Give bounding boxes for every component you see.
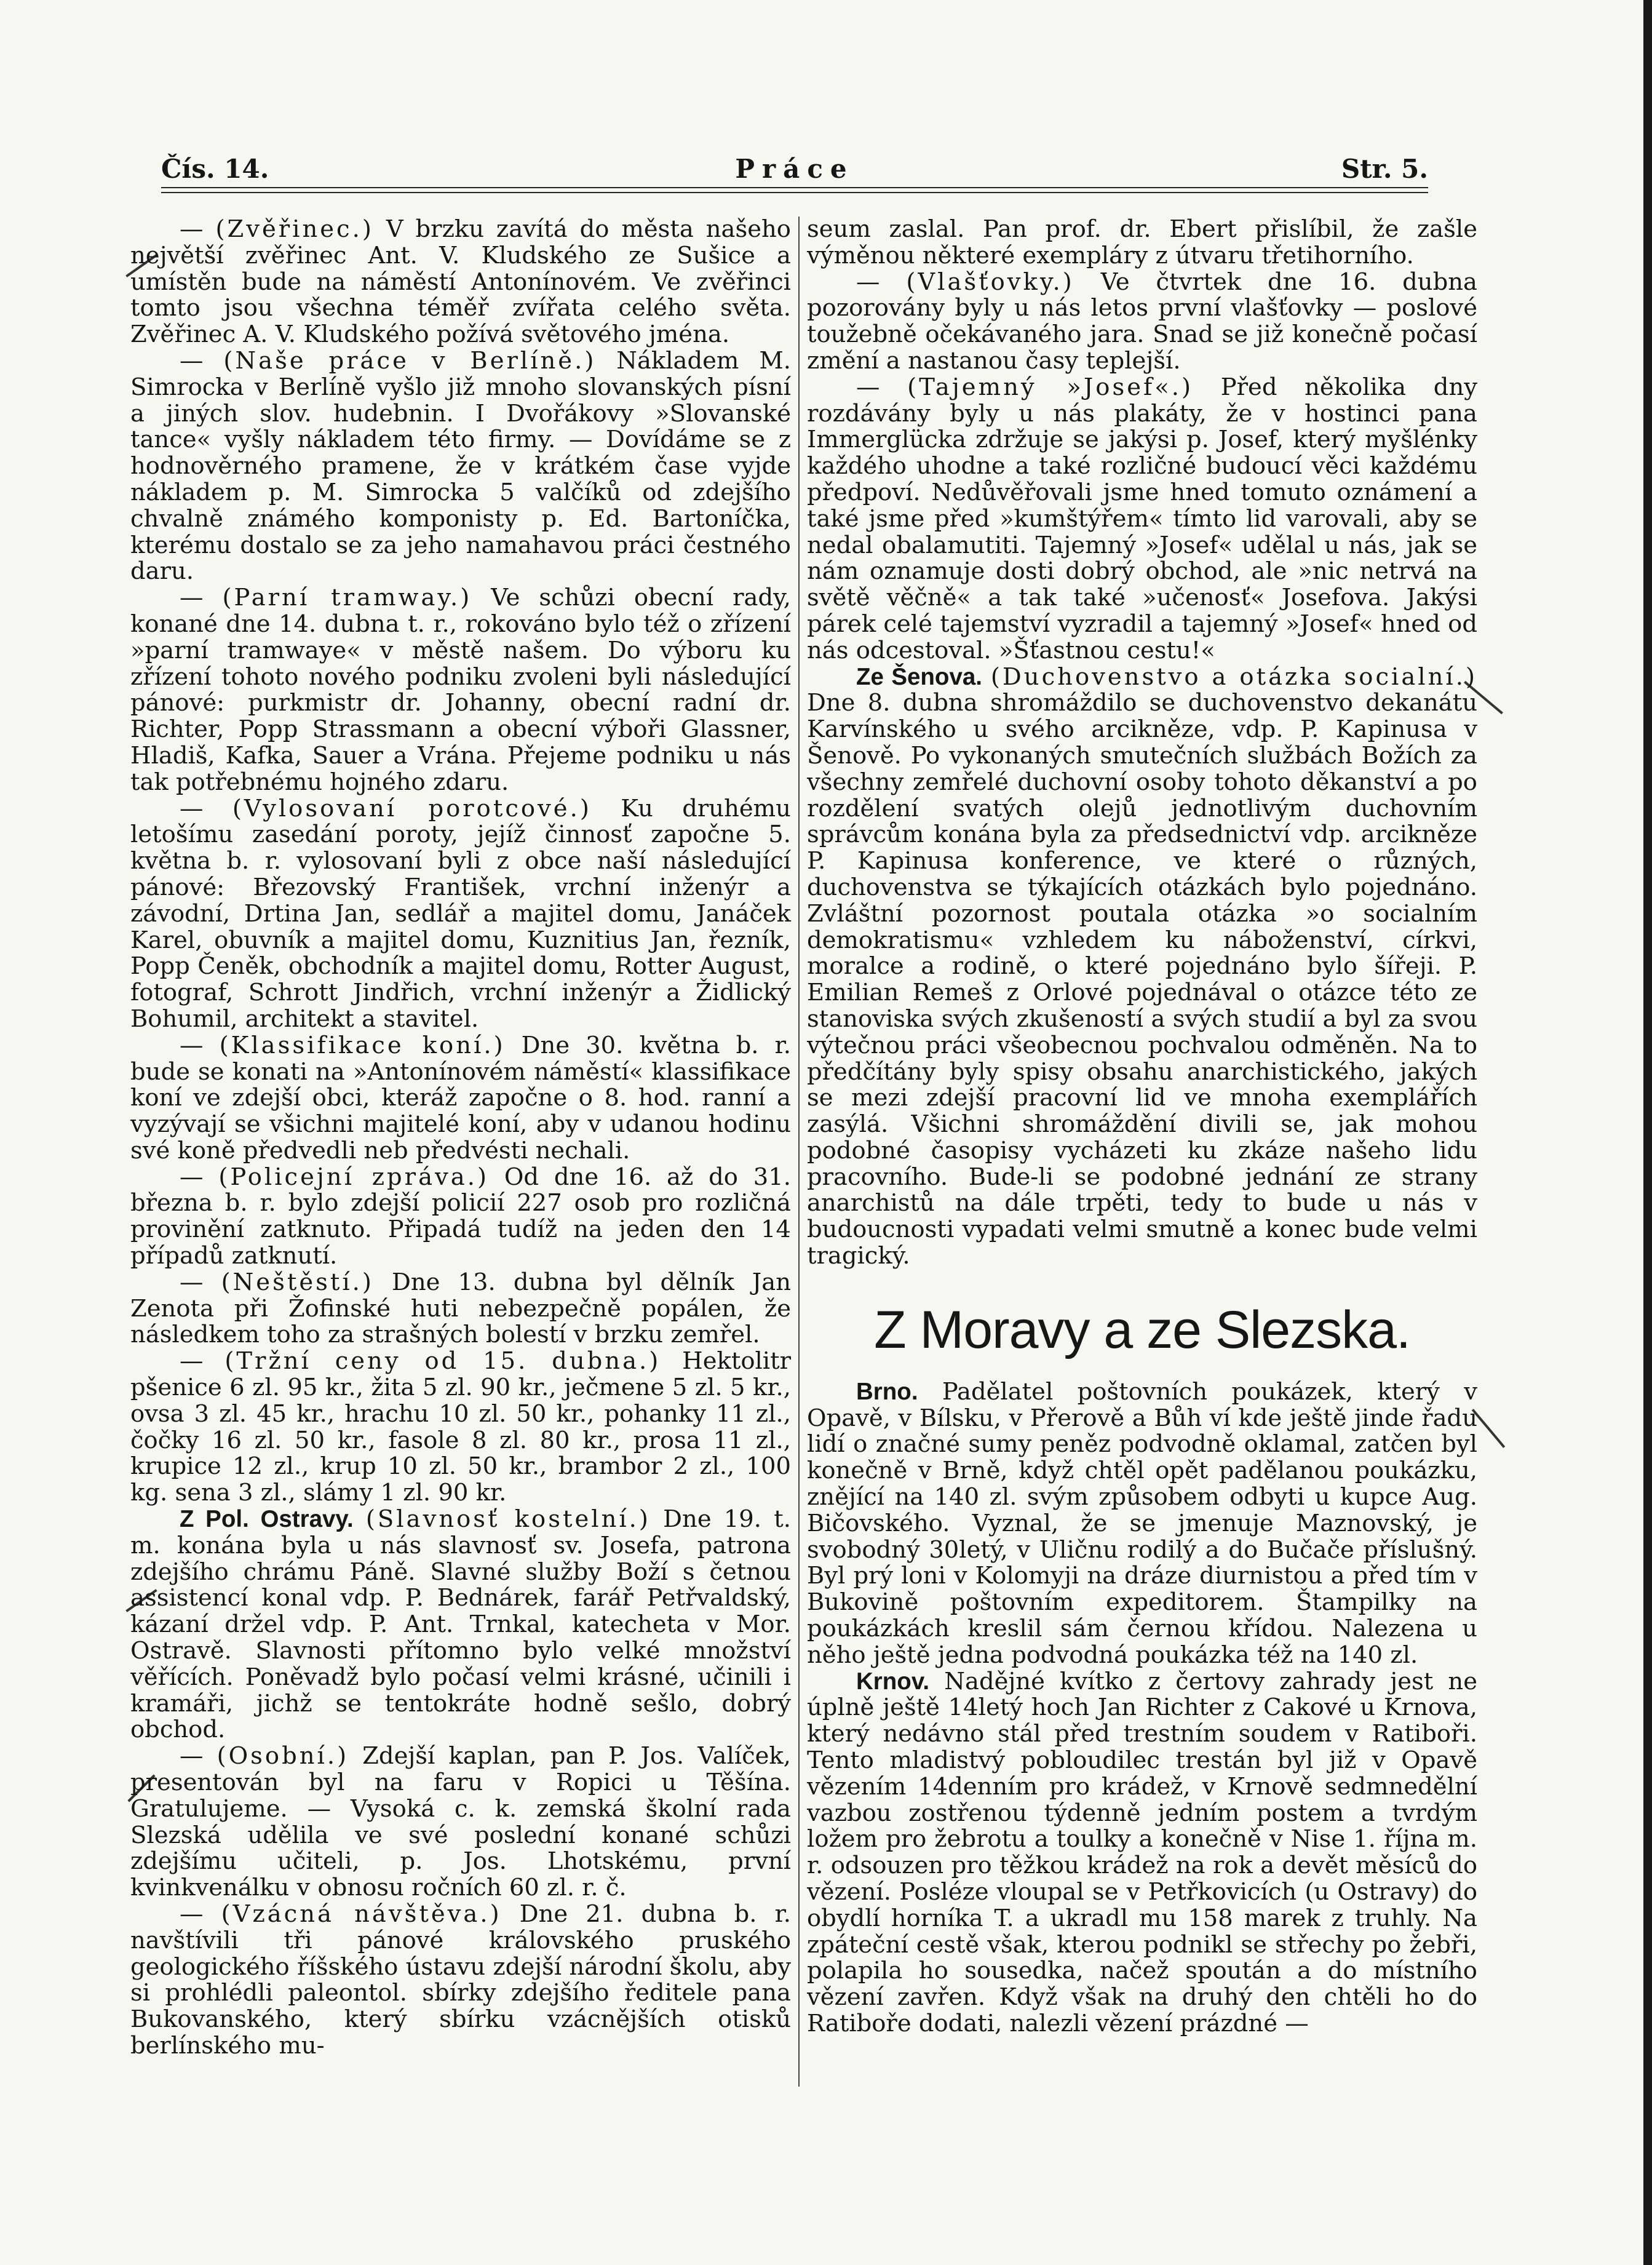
article-trzni-ceny: — (Tržní ceny od 15. dubna.) Hektolitr pšenice 6 zl. 95 kr., žita 5 zl. 90 kr., ječmene 5 zl. 5 kr., ovsa 3 zl. 45 kr., hrachu 10 zl. 50 kr., pohanky 11 zl., čočky 16 zl. 50 kr., fasole 8 zl. 80 kr., prosa 11 zl., krupice 12 zl., krup 10 zl. 50 kr., brambor 2 zl., 100 kg. sena 3 zl., slámy 1 zl. 90 kr. (130, 1347, 791, 1507)
article-text: Hektolitr pšenice 6 zl. 95 kr., žita 5 zl. 90 kr., ječmene 5 zl. 5 kr., ovsa 3 zl. 45 kr., hrachu 10 zl. 50 kr., pohanky 11 zl., čočky 16 zl. 50 kr., fasole 8 zl. 80 kr., prosa 11 zl., krupice 12 zl., krup 10 zl. 50 kr., brambor 2 zl., 100 kg. sena 3 zl., slámy 1 zl. 90 kr. (130, 1347, 791, 1507)
article-title: (Neštěstí.) (221, 1268, 374, 1296)
article-text: Dne 13. dubna byl dělník Jan Zenota při Žofinské huti nebezpečně popálen, že následkem toho za strašných bolestí v brzku zemřel. (130, 1268, 791, 1349)
article-title: (Vzácná návštěva.) (221, 1900, 502, 1928)
article-title: (Osobní.) (216, 1742, 349, 1770)
article-brno (807, 1379, 1477, 1669)
article-krnov (807, 1669, 1477, 2037)
column-divider (798, 217, 800, 2087)
article-text: Zdejší kaplan, pan P. Jos. Valíček, presentován byl na faru v Ropici u Těšína. Gratulujeme. — Vysoká c. k. zemská školní rada Slezská udělila ve své poslední konané schůzi zdejšímu učiteli, p. Jos. Lhotskému, první kvinkvenálku v obnosu ročních 60 zl. r. č. (130, 1742, 791, 1902)
page-number: Str. 5. (1341, 154, 1428, 184)
issue-number: Čís. 14. (161, 154, 269, 184)
article-place: Brno. (856, 1378, 918, 1405)
article-place: Ze Šenova. (856, 663, 982, 690)
article-place: Krnov. (856, 1668, 930, 1695)
article-title: (Slavnosť kostelní.) (365, 1505, 651, 1534)
right-column (807, 217, 1477, 2037)
article-title: (Zvěřinec.) (215, 215, 374, 243)
article-josef: — (Tajemný »Josef«.) Před několika dny rozdávány byly u nás plakáty, že v hostinci pana Immerglücka zdržuje se jakýsi p. Josef, který myšlénky každého uhodne a také rozličné budoucí věci každému předpoví. Nedůvěřovali jsme hned tomuto oznámení a také jsme před »kumštýřem« tímto lid varovali, aby se nedal obalamutiti. Tajemný »Josef« udělal u nás, jak se nám oznamuje dosti dobrý obchod, ale »nic netrvá na světě věčně« a tak také »učenosť« Josefova. Jakýsi párek celé tajemství vyzradil a tajemný »Josef« hned od nás odcestoval. »Šťastnou cestu!« (807, 373, 1477, 664)
article-text: Padělatel poštovních poukázek, který v Opavě, v Bílsku, v Přerově a Bůh ví kde ještě jinde řadu lidí o značné sumy peněz podvodně oklamal, zatčen byl konečně v Brně, když chtěl opět padělanou poukázku, znějící na 140 zl. svým způsobem odbyti u kupce Aug. Bičovského. Vyznal, že se jmenuje Maznovský, je svobodný 30letý, v Uličnu rodilý a do Bučače příslušný. Byl prý loni v Kolomyji na dráze diurnistou a před tím v Bukovině poštovním expeditorem. Štampilky na poukázkách kreslil sám černou křídou. Nalezena u něho ještě jedna podvodná poukázka též na 140 zl. (807, 1377, 1477, 1669)
article-text: Dne 8. dubna shromáždilo se duchovenstvo dekanátu Karvínského u svého arcikněze, vdp. P. Kapinusa v Šenově. Po vykonaných smutečních službách Božích za všechny zemřelé duchovní osoby tohoto děkanství a po rozdělení svatých olejů jednotlivým duchovním správcům konána byla za předsednictví vdp. arcikněze P. Kapinusa konference, ve které o různých, duchovenstva se týkajících otázkách bylo pojednáno. Zvláštní pozornost poutala otázka »o socialním demokratismu« vzhledem ku náboženství, církvi, moralce a rodině, o které pojednáno bylo šířeji. P. Emilian Remeš z Orlové pojednával o otázce této ze stanoviska svých zkušeností a svých studií a byl za svou výtečnou práci všeobecnou pochvalou odměněn. Na to předčítány byly spisy obsahu anarchistického, jakých se mezi zdejší pracovní lid ve mnoha exemplářích zasýlá. Všichni shromáždění divili se, jak mohou podobné časopisy vycházeti ku zkáze našeho lidu pracovního. Bude-li se podobné jednání ze strany anarchistů na dále trpěti, tedy to bude u nás v budoucnosti vypadati velmi smutně a konec bude velmi tragický. (807, 689, 1477, 1270)
newspaper-title: Práce (735, 154, 854, 184)
article-title: (Parní tramway.) (222, 584, 472, 612)
article-berlin: — (Naše práce v Berlíně.) Nákladem M. Simrocka v Berlíně vyšlo již mnoho slovanských písní a jiných slov. hudebnin. I Dvořákovy »Slovanské tance« vyšly nákladem této firmy. — Dovídáme se z hodnověrného pramene, že v krátkém čase vyjde nákladem p. M. Simrocka 5 valčíků od zdejšího chvalně známého komponisty p. Ed. Bartoníčka, kterému dostalo se za jeho namahavou práci čestného daru. (130, 346, 791, 586)
article-title: (Duchovenstvo a otázka socialní.) (990, 663, 1477, 691)
left-column (130, 217, 791, 2060)
article-text: Nákladem M. Simrocka v Berlíně vyšlo již mnoho slovanských písní a jiných slov. hudebnin. I Dvořákovy »Slovanské tance« vyšly nákladem této firmy. — Dovídáme se z hodnověrného pramene, že v krátkém čase vyjde nákladem p. M. Simrocka 5 valčíků od zdejšího chvalně známého komponisty p. Ed. Bartoníčka, kterému dostalo se za jeho namahavou práci čestného daru. (130, 346, 791, 586)
article-title: (Tajemný »Josef«.) (907, 373, 1194, 401)
article-title: (Policejní zpráva.) (218, 1163, 489, 1191)
article-text: V brzku zavítá do města našeho největší zvěřinec Ant. V. Kludského ze Sušice a umístěn bude na náměstí Antonínovém. Ve zvěřinci tomto jsou všechna téměř zvířata celého světa. Zvěřinec A. V. Kludského požívá světového jména. (130, 215, 791, 349)
article-title: (Klassifikace koní.) (219, 1031, 506, 1059)
page-edge (1643, 0, 1652, 2265)
article-text: Od dne 16. až do 31. března b. r. bylo zdejší policií 227 osob pro rozličná provinění zatknuto. Připadá tudíž na jeden den 14 případů zatknutí. (130, 1163, 791, 1270)
article-vlastovky: — (Vlašťovky.) Ve čtvrtek dne 16. dubna pozorovány byly u nás letos první vlašťovky — poslové toužebně očekávaného jara. Snad se již konečně počasí změní a nastanou časy teplejší. (807, 268, 1477, 375)
article-text: Ve čtvrtek dne 16. dubna pozorovány byly u nás letos první vlašťovky — poslové toužebně očekávaného jara. Snad se již konečně počasí změní a nastanou časy teplejší. (807, 268, 1477, 375)
article-navsteva: — (Vzácná návštěva.) Dne 21. dubna b. r. navštívili tři pánové královského pruského geologického říšského ústavu zdejší národní školu, aby si prohlédli paleontol. sbírky zdejšího ředitele pana Bukovanského, který sbírku vzácnějších otisků berlínského mu- (130, 1900, 791, 2060)
article-text: Před několika dny rozdávány byly u nás plakáty, že v hostinci pana Immerglücka zdržuje se jakýsi p. Josef, který myšlénky každého uhodne a také rozličné budoucí věci každému předpoví. Nedůvěřovali jsme hned tomuto oznámení a také jsme před »kumštýřem« tímto lid varovali, aby se nedal obalamutiti. Tajemný »Josef« udělal u nás, jak se nám oznamuje dosti dobrý obchod, ale »nic netrvá na světě věčně« a tak také »učenosť« Josefova. Jakýsi párek celé tajemství vyzradil a tajemný »Josef« hned od nás odcestoval. »Šťastnou cestu!« (807, 373, 1477, 664)
article-pol-ostrava (130, 1507, 791, 1743)
article-title: (Vlašťovky.) (906, 268, 1074, 296)
article-text: Dne 19. t. m. konána byla u nás slavnosť sv. Josefa, patrona zdejšího chrámu Páně. Slavné služby Boží s četnou assistencí konal vdp. P. Bednárek, farář Petřvaldský, kázaní držel vdp. P. Ant. Trnkal, katecheta v Mor. Ostravě. Slavnosti přítomno bylo velké množství věřících. Poněvadž bylo počasí velmi krásné, učinili i kramáři, jichž se tentokráte hodně sešlo, dobrý obchod. (130, 1505, 791, 1744)
article-place: Z Pol. Ostravy. (180, 1506, 354, 1533)
article-text: Dne 30. května b. r. bude se konati na »Antonínovém náměstí« klassifikace koní ve zdejší obci, kteráž započne o 8. hod. ranní a vyzývají se všichni majitelé koní, aby v udanou hodinu své koně předvedli neb předvésti nechali. (130, 1031, 791, 1164)
page-header (161, 148, 1428, 188)
article-tramway: — (Parní tramway.) Ve schůzi obecní rady, konané dne 14. dubna t. r., rokováno bylo též o zřízení »parní tramwaye« v městě našem. Do výboru ku zřízení tohoto nového podniku zvoleni byli následující pánové: purkmistr dr. Johanny, obecní radní dr. Richter, Popp Strassmann a obecní výboři Glassner, Hladiš, Kafka, Sauer a Vrána. Přejeme podniku u nás tak potřebnému hojného zdaru. (130, 584, 791, 796)
article-text: Ve schůzi obecní rady, konané dne 14. dubna t. r., rokováno bylo též o zřízení »parní tramwaye« v městě našem. Do výboru ku zřízení tohoto nového podniku zvoleni byli následující pánové: purkmistr dr. Johanny, obecní radní dr. Richter, Popp Strassmann a obecní výboři Glassner, Hladiš, Kafka, Sauer a Vrána. Přejeme podniku u nás tak potřebnému hojného zdaru. (130, 584, 791, 796)
section-heading: Z Moravy a ze Slezska. (874, 1300, 1410, 1359)
article-senov (807, 664, 1477, 1270)
article-title: (Tržní ceny od 15. dubna.) (224, 1347, 661, 1375)
article-porotcove: — (Vylosovaní porotcové.) Ku druhému letošímu zasedání poroty, jejíž činnosť započne 5. května b. r. vylosovaní byli z obce naší následující pánové: Březovský František, vrchní inženýr a závodní, Drtina Jan, sedlář a majitel domu, Janáček Karel, obuvník a majitel domu, Kuznitius Jan, řezník, Popp Čeněk, obchodník a majitel domu, Rotter August, fotograf, Schrott Jindřich, vrchní inženýr a Židlický Bohumil, architekt a stavitel. (130, 794, 791, 1033)
article-klassifikace: — (Klassifikace koní.) Dne 30. května b. r. bude se konati na »Antonínovém náměstí« klassifikace koní ve zdejší obci, kteráž započne o 8. hod. ranní a vyzývají se všichni majitelé koní, aby v udanou hodinu své koně předvedli neb předvésti nechali. (130, 1031, 791, 1164)
article-nestesti: — (Neštěstí.) Dne 13. dubna byl dělník Jan Zenota při Žofinské huti nebezpečně popálen, že následkem toho za strašných bolestí v brzku zemřel. (130, 1268, 791, 1349)
header-rule (161, 187, 1428, 193)
article-osobni: — (Osobní.) Zdejší kaplan, pan P. Jos. Valíček, presentován byl na faru v Ropici u Těšína. Gratulujeme. — Vysoká c. k. zemská školní rada Slezská udělila ve své poslední konané schůzi zdejšímu učiteli, p. Jos. Lhotskému, první kvinkvenálku v obnosu ročních 60 zl. r. č. (130, 1742, 791, 1902)
article-title: (Naše práce v Berlíně.) (223, 346, 597, 375)
article-text: Dne 21. dubna b. r. navštívili tři pánové královského pruského geologického říšského ústavu zdejší národní školu, aby si prohlédli paleontol. sbírky zdejšího ředitele pana Bukovanského, který sbírku vzácnějších otisků berlínského mu- (130, 1900, 791, 2060)
article-text: Ku druhému letošímu zasedání poroty, jejíž činnosť započne 5. května b. r. vylosovaní byli z obce naší následující pánové: Březovský František, vrchní inženýr a závodní, Drtina Jan, sedlář a majitel domu, Janáček Karel, obuvník a majitel domu, Kuznitius Jan, řezník, Popp Čeněk, obchodník a majitel domu, Rotter August, fotograf, Schrott Jindřich, vrchní inženýr a Židlický Bohumil, architekt a stavitel. (130, 794, 791, 1033)
article-policie: — (Policejní zpráva.) Od dne 16. až do 31. března b. r. bylo zdejší policií 227 osob pro rozličná provinění zatknuto. Připadá tudíž na jeden den 14 případů zatknutí. (130, 1163, 791, 1270)
article-title: (Vylosovaní porotcové.) (232, 794, 592, 822)
article-zverinec: — (Zvěřinec.) V brzku zavítá do města našeho největší zvěřinec Ant. V. Kludského ze Sušice a umístěn bude na náměstí Antonínovém. Ve zvěřinci tomto jsou všechna téměř zvířata celého světa. Zvěřinec A. V. Kludského požívá světového jména. (130, 215, 791, 349)
article-continuation: seum zaslal. Pan prof. dr. Ebert přislíbil, že zašle výměnou některé exempláry z útvaru třetihorního. (807, 215, 1477, 269)
article-text: Nadějné kvítko z čertovy zahrady jest ne úplně ještě 14letý hoch Jan Richter z Cakové u Krnova, který nedávno stál před trestním soudem v Ratiboři. Tento mladistvý pobloudilec trestán byl již v Opavě vězením 14denním pro krádež, v Krnově sedmnedělní vazbou zostřenou týdenně jedním postem a tvrdým ložem pro žebrotu a toulky a konečně v Nise 1. října m. r. odsouzen pro těžkou krádež na rok a devět měsíců do vězení. Posléze vloupal se v Petřkovicích (u Ostravy) do obydlí horníka T. a ukradl mu 158 marek z truhly. Na zpáteční cestě však, kterou podnikl se střechy po žebři, polapila ho sousedka, načež spoután a do místního vězení zavřen. Když však na druhý den chtěli ho do Ratiboře dodati, nalezli vězení prázdné — (807, 1667, 1477, 2037)
